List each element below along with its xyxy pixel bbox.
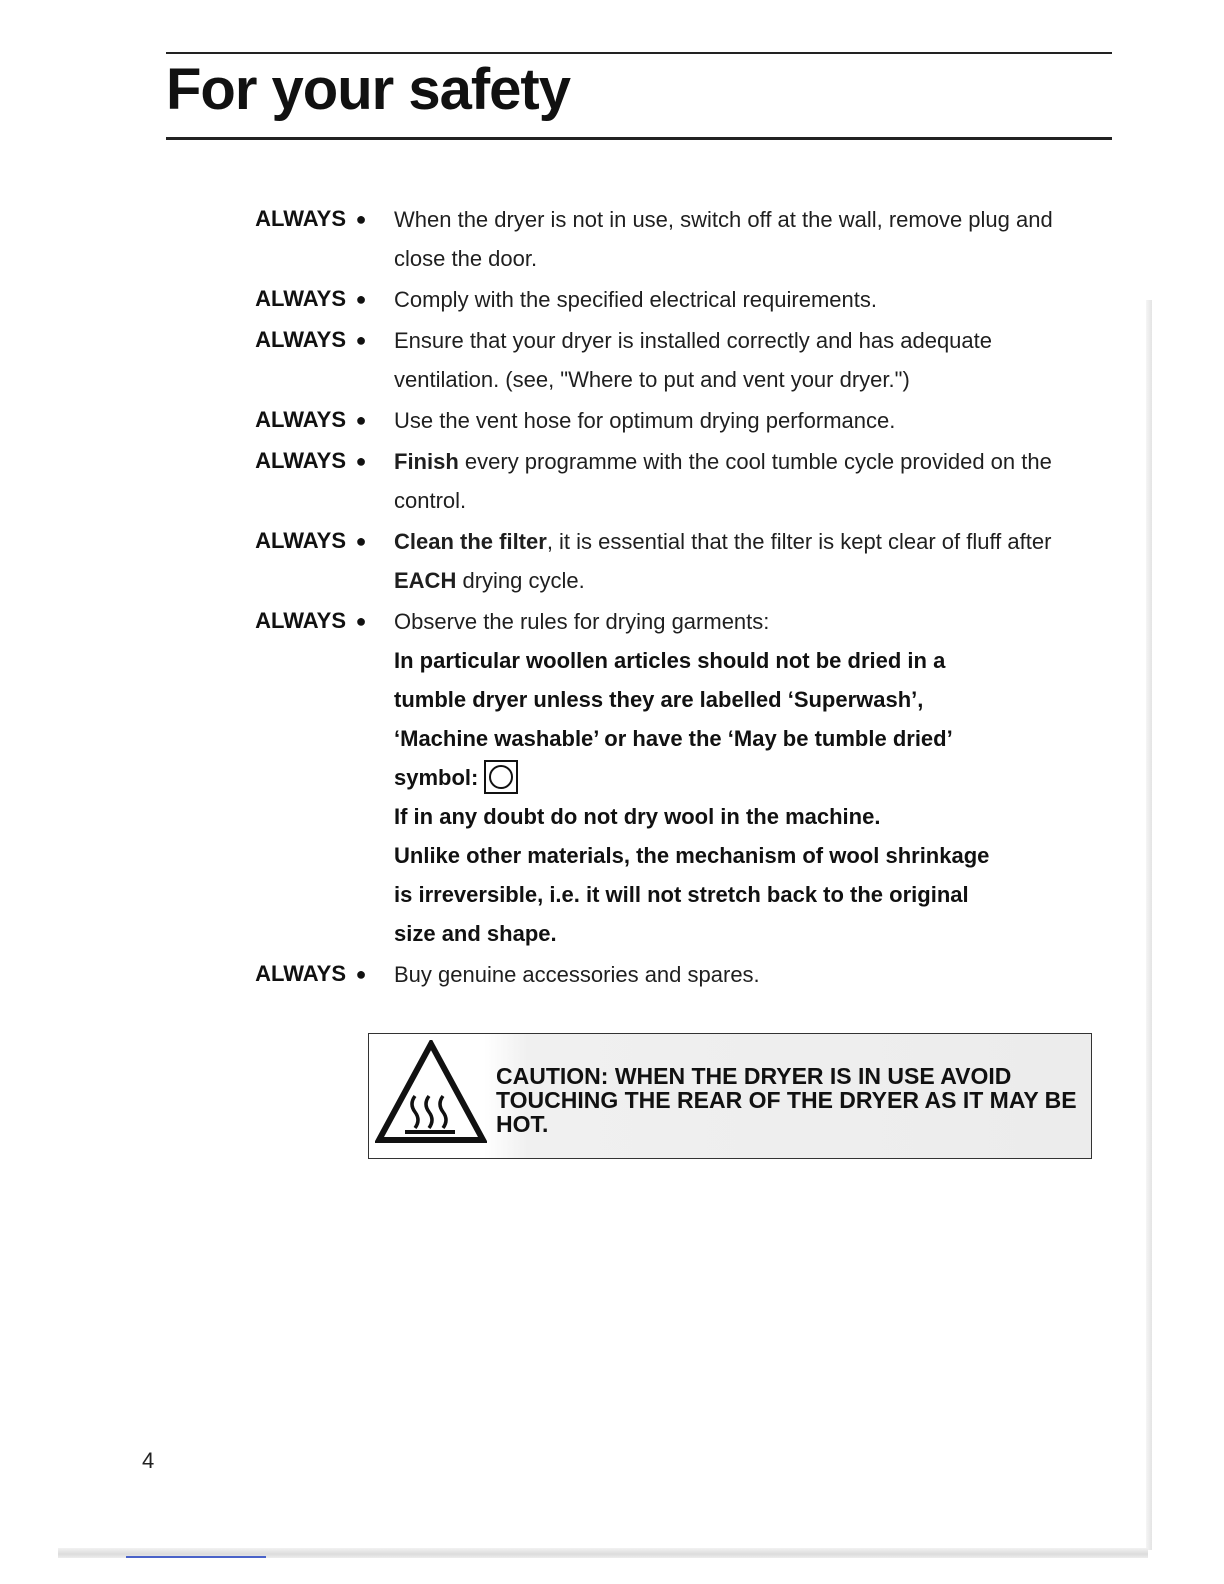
wool-note-line: If in any doubt do not dry wool in the machine. [394, 804, 881, 829]
safety-instructions-list [236, 200, 1076, 996]
instruction-item [236, 442, 1076, 520]
instruction-emphasis: Clean the filter [394, 529, 547, 554]
instruction-label: ALWAYS [255, 206, 346, 231]
instruction-text [376, 401, 1076, 440]
instruction-emphasis: EACH [394, 568, 457, 593]
scan-mark [126, 1556, 266, 1558]
top-rule [166, 52, 1112, 54]
instruction-item [236, 522, 1076, 600]
bullet-icon: ● [355, 451, 367, 471]
instruction-segment: Ensure that your dryer is installed correctly and has adequate ventilation. (see, "Where to put and vent your dryer.") [394, 328, 992, 392]
instruction-label: ALWAYS [255, 327, 346, 352]
instruction-item [236, 280, 1076, 319]
instruction-item [236, 321, 1076, 399]
instruction-segment: , it is essential that the filter is kept clear of fluff after [546, 529, 1052, 554]
instruction-label: ALWAYS [255, 961, 346, 986]
instruction-item [236, 401, 1076, 440]
instruction-text [376, 280, 1076, 319]
wool-note-line: Unlike other materials, the mechanism of wool shrinkage is irreversible, i.e. it will not stretch back to the original size and shape. [394, 843, 990, 946]
instruction-item [236, 955, 1076, 994]
instruction-segment: Use the vent hose for optimum drying performance. [394, 408, 896, 433]
instruction-segment: Buy genuine accessories and spares. [394, 962, 760, 987]
instruction-label: ALWAYS [255, 528, 346, 553]
instruction-emphasis: Finish [394, 449, 459, 474]
instruction-text [376, 200, 1076, 278]
bullet-icon: ● [355, 289, 367, 309]
caution-text: CAUTION: WHEN THE DRYER IS IN USE AVOID TOUCHING THE REAR OF THE DRYER AS IT MAY BE HOT. [496, 1063, 1077, 1137]
bullet-icon: ● [355, 410, 367, 430]
instruction-label: ALWAYS [255, 286, 346, 311]
bullet-icon: ● [355, 611, 367, 631]
page-number: 4 [142, 1448, 155, 1473]
page-title: For your safety [166, 57, 570, 122]
symbol-label: symbol: [394, 765, 479, 790]
wool-symbol-row [394, 758, 994, 797]
instruction-segment: every programme with the cool tumble cycle provided on the control. [394, 449, 1052, 513]
title-underline [166, 137, 1112, 140]
caution-box [368, 1033, 1092, 1159]
instruction-text [376, 602, 1076, 953]
bullet-icon: ● [355, 330, 367, 350]
instruction-text [376, 955, 1076, 994]
bullet-icon: ● [355, 964, 367, 984]
instruction-segment: When the dryer is not in use, switch off at the wall, remove plug and close the door. [394, 207, 1053, 271]
instruction-label: ALWAYS [255, 407, 346, 432]
instruction-text [376, 442, 1076, 520]
tumble-dry-symbol-icon [484, 760, 518, 794]
bullet-icon: ● [355, 209, 367, 229]
wool-drying-note [394, 641, 994, 953]
instruction-label: ALWAYS [255, 608, 346, 633]
instruction-segment: drying cycle. [456, 568, 585, 593]
instruction-text [376, 321, 1076, 399]
scan-edge-right [1146, 300, 1152, 1550]
instruction-segment: Comply with the specified electrical requirements. [394, 287, 877, 312]
hot-surface-warning-icon [375, 1040, 487, 1144]
instruction-label: ALWAYS [255, 448, 346, 473]
instruction-segment: Observe the rules for drying garments: [394, 609, 770, 634]
instruction-item [236, 200, 1076, 278]
bullet-icon: ● [355, 531, 367, 551]
wool-note-line: In particular woollen articles should not be dried in a tumble dryer unless they are labelled ‘Superwash’, ‘Machine washable’ or have the ‘May be tumble dried’ [394, 648, 953, 751]
instruction-item [236, 602, 1076, 953]
instruction-text [376, 522, 1076, 600]
